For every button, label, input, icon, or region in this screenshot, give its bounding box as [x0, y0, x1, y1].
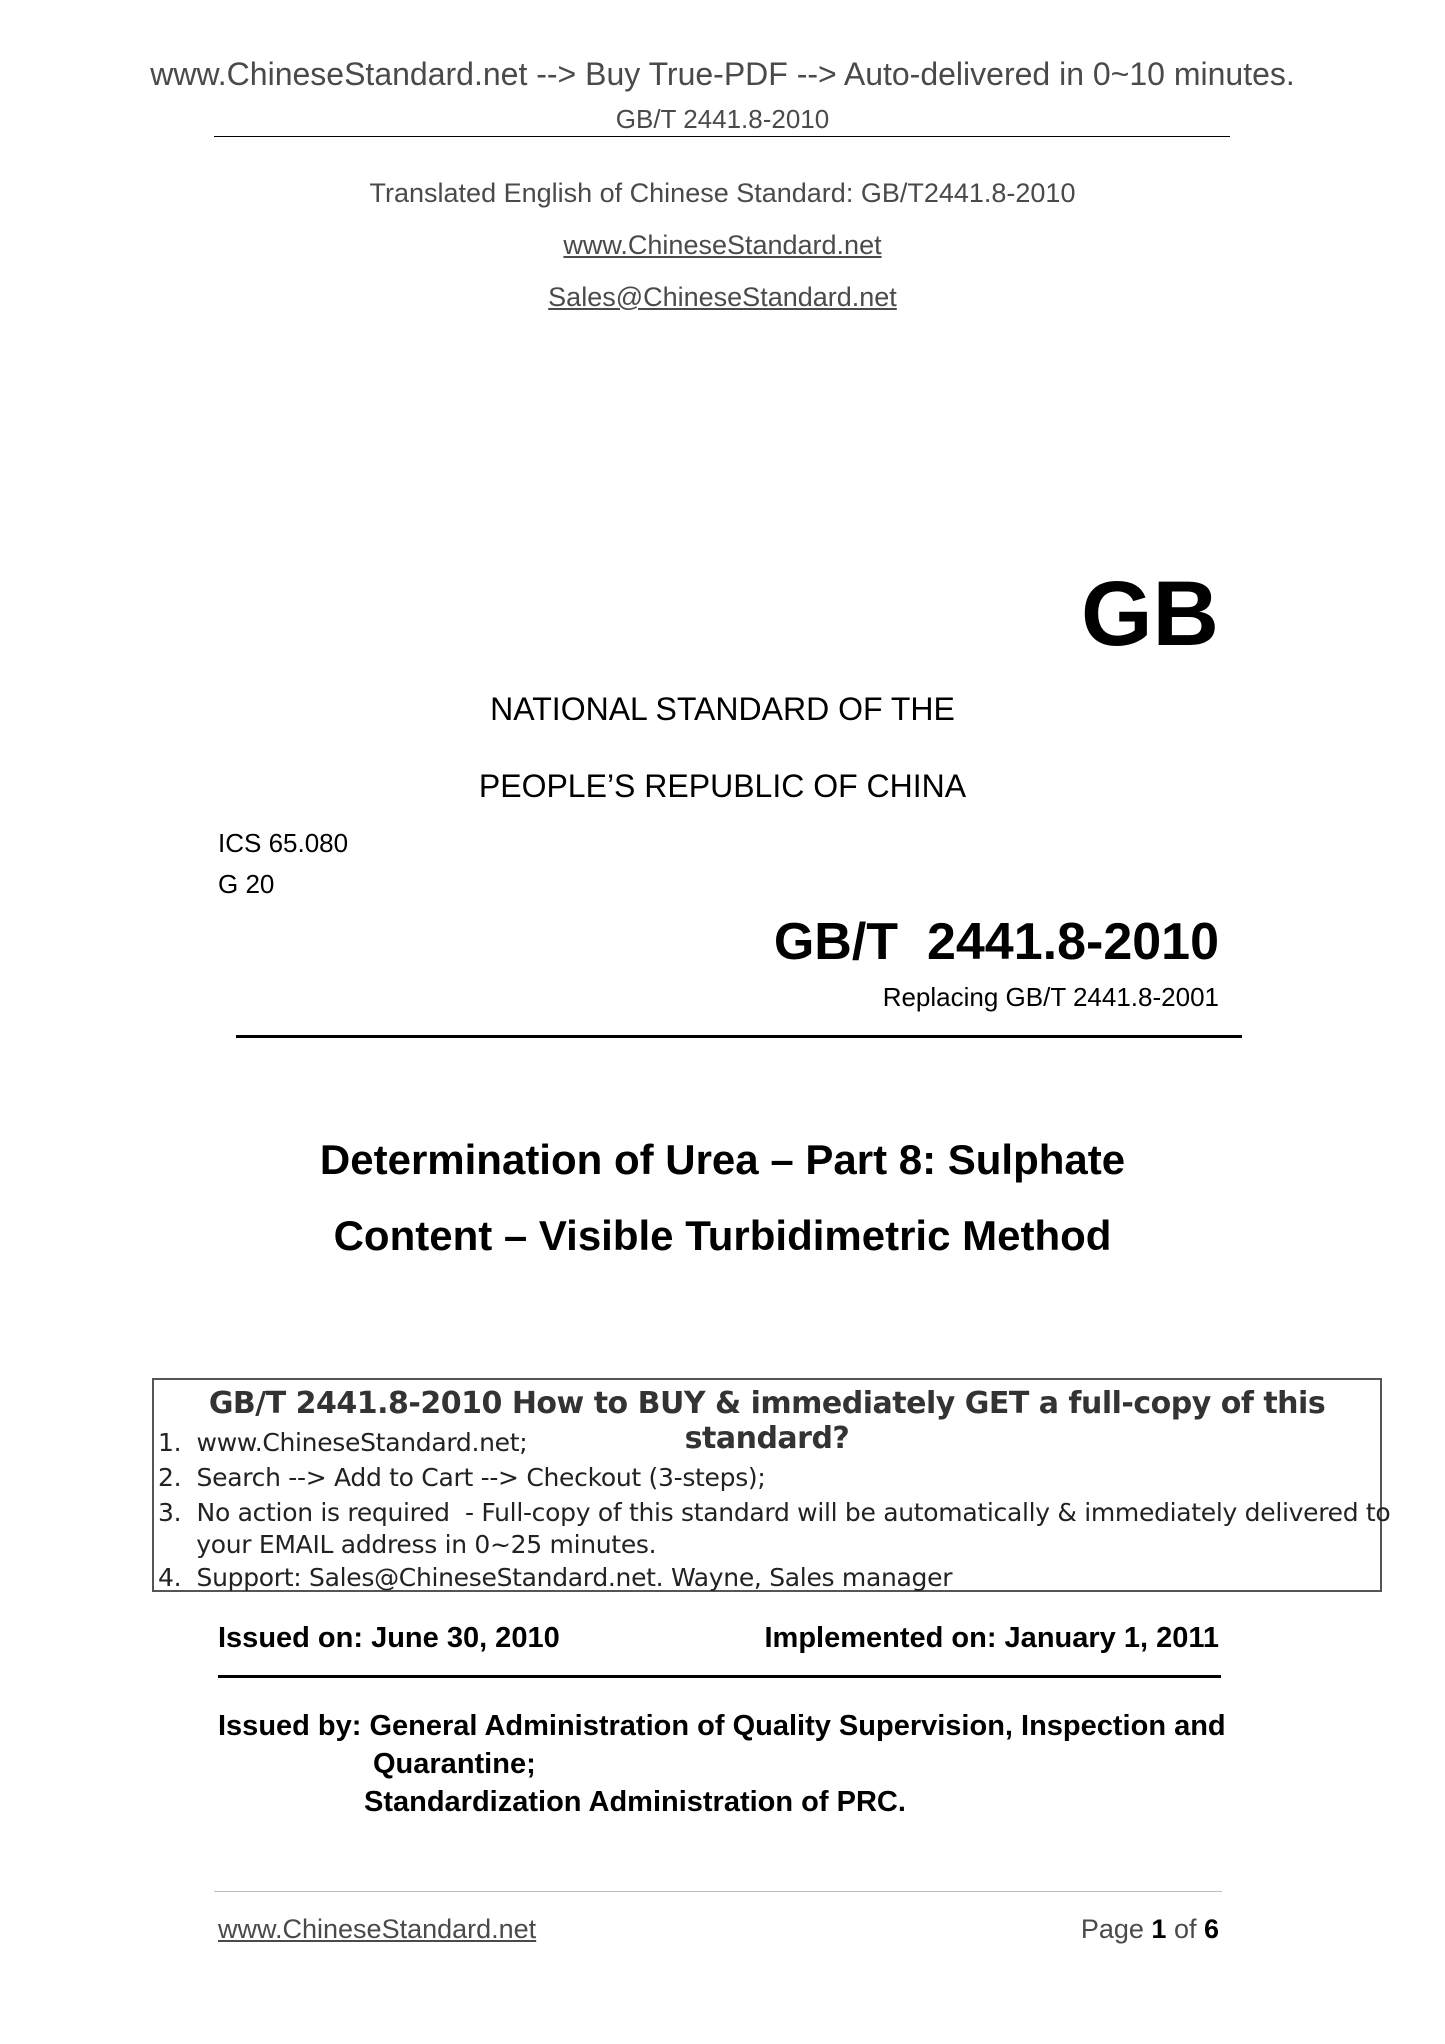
sales-link-wrap: [0, 282, 1445, 313]
page-prefix: Page: [1080, 1914, 1152, 1944]
sales-email-link[interactable]: Sales@ChineseStandard.net: [548, 282, 897, 312]
translated-notice: Translated English of Chinese Standard: GB/T2441.8-2010: [369, 178, 1076, 208]
page-middle: of: [1166, 1914, 1204, 1944]
issued-by-line-1: Issued by: General Administration of Quality Supervision, Inspection and: [218, 1710, 1226, 1742]
site-link-wrap: [0, 230, 1445, 261]
buy-step-4: 4. Support: Sales@ChineseStandard.net. Wayne, Sales manager: [158, 1563, 953, 1592]
buy-step-3-cont: your EMAIL address in 0~25 minutes.: [158, 1530, 657, 1559]
buy-step-3: 3. No action is required - Full-copy of this standard will be automatically & immediately delivered to: [158, 1498, 1391, 1527]
replacing-note: Replacing GB/T 2441.8-2001: [882, 982, 1219, 1012]
page-current: 1: [1151, 1914, 1167, 1944]
gb-mark: GB: [1081, 563, 1219, 665]
buy-step-2: 2. Search --> Add to Cart --> Checkout (3-steps);: [158, 1463, 766, 1492]
issued-by-line-3: Standardization Administration of PRC.: [364, 1786, 906, 1818]
implemented-on-date: Implemented on: January 1, 2011: [764, 1622, 1219, 1654]
page-total: 6: [1203, 1914, 1219, 1944]
issued-on-date: Issued on: June 30, 2010: [218, 1622, 560, 1654]
footer-rule: [214, 1891, 1222, 1892]
footer-link-wrap: [218, 1914, 536, 1945]
standard-number: GB/T 2441.8-2010: [773, 913, 1219, 971]
ccs-code: G 20: [218, 869, 275, 899]
header-banner: www.ChineseStandard.net --> Buy True-PDF --> Auto-delivered in 0~10 minutes.: [150, 56, 1295, 92]
buy-step-1: 1. www.ChineseStandard.net;: [158, 1428, 528, 1457]
issued-by-line-2: Quarantine;: [373, 1748, 536, 1780]
buy-instructions-box: [152, 1378, 1391, 1592]
ics-code: ICS 65.080: [218, 828, 349, 858]
issue-rule: [218, 1675, 1221, 1678]
header-doc-code: GB/T 2441.8-2010: [615, 104, 830, 134]
cover-rule: [236, 1035, 1242, 1038]
page-indicator: [1081, 1914, 1219, 1945]
standard-title-line-2: Content – Visible Turbidimetric Method: [333, 1212, 1112, 1259]
footer-site-link[interactable]: www.ChineseStandard.net: [218, 1914, 537, 1944]
header-rule: [214, 136, 1230, 137]
national-standard-line-2: PEOPLE’S REPUBLIC OF CHINA: [478, 768, 967, 804]
buy-box-title: GB/T 2441.8-2010 How to BUY & immediately GET a full-copy of this standard?: [208, 1386, 1326, 1456]
site-link[interactable]: www.ChineseStandard.net: [563, 230, 882, 260]
standard-title-line-1: Determination of Urea – Part 8: Sulphate: [319, 1136, 1126, 1183]
national-standard-line-1: NATIONAL STANDARD OF THE: [490, 691, 955, 727]
